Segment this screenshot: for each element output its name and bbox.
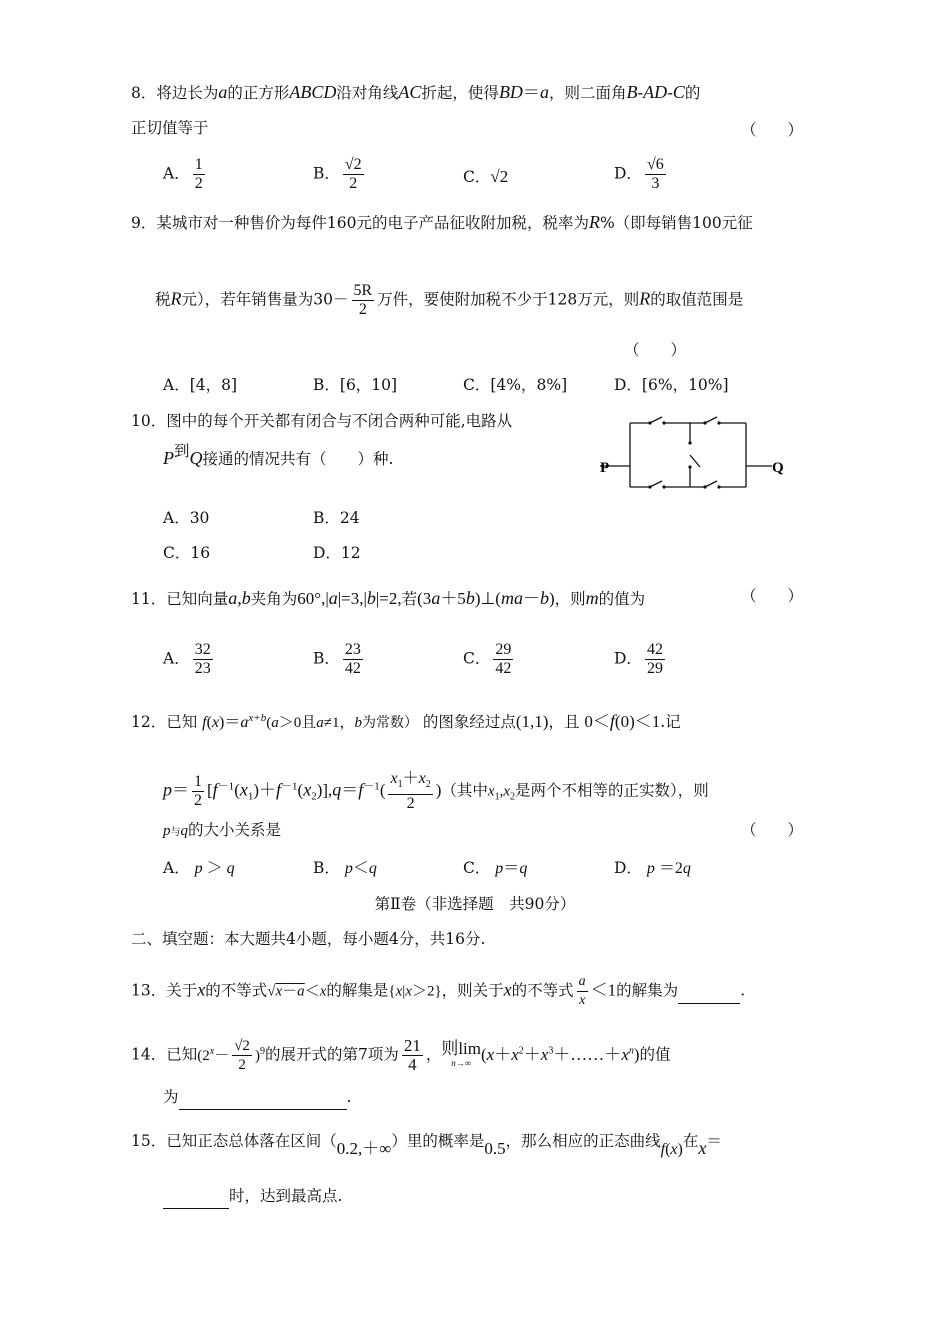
circuit-label-q: Q bbox=[772, 460, 784, 476]
q8-stem-line2: 正切值等于 bbox=[131, 119, 209, 137]
q12-option-a: A． p ＞ q bbox=[163, 859, 235, 877]
q13-stem: 13．关于x的不等式√x－a＜x的解集是{x|x＞2}，则关于x的不等式 $\frac{a}{x}$ ＜1的解集为 . bbox=[131, 974, 746, 1008]
q10-option-b: B．24 bbox=[313, 509, 360, 527]
q8-option-d: D． $\frac{√6}{3}$ bbox=[614, 156, 664, 192]
q11-option-c: C． $\frac{29}{42}$ bbox=[463, 641, 512, 677]
q14-stem-line2: 为 . bbox=[163, 1085, 351, 1110]
q12-stem-line2: p＝ $\frac{1}{2}$ $[f^{-1}(x_1)+f^{-1}(x_2)],q=f^{-1}$( $\frac{x_1+x_2}{2}$ )（其中$x_1,x_2$是两个不相等的正实数），则 bbox=[163, 770, 709, 813]
q12-option-d: D． p ＝2q bbox=[614, 859, 691, 877]
q9-option-d: D．[6%，10%] bbox=[614, 376, 729, 394]
circuit-label-p: P bbox=[600, 460, 610, 476]
q14-stem-line1: 14．已知($2^x-$ $\frac{√2}{2}$ )$^9$的展开式的第7项为 $\frac{21}{4}$ ， 则lim n→∞ $(x+x^2+x^3+\dots\dots+x^n)$的值 bbox=[131, 1036, 671, 1074]
q11-option-a: A． $\frac{32}{23}$ bbox=[163, 641, 211, 677]
circuit-diagram bbox=[600, 405, 800, 505]
q8-option-c: C．√2 bbox=[463, 167, 509, 186]
section2-title: 第Ⅱ卷（非选择题 共90分） bbox=[374, 895, 576, 913]
q12-stem-line3: p与q的大小关系是 bbox=[163, 821, 282, 839]
q15-stem-line1: 15．已知正态总体落在区间（0.2,＋∞）里的概率是0.5，那么相应的正态曲线f(x)在x＝ bbox=[131, 1132, 722, 1158]
q10-stem-line1: 10．图中的每个开关都有闭合与不闭合两种可能,电路从 bbox=[131, 412, 513, 430]
q10-stem-line2: P到Q接通的情况共有（ ）种. bbox=[163, 442, 394, 468]
q9-option-a: A．[4，8] bbox=[163, 376, 238, 394]
q8-answer-paren: （ ） bbox=[741, 121, 804, 139]
q10-option-d: D．12 bbox=[313, 544, 361, 562]
q9-option-b: B．[6，10] bbox=[313, 376, 398, 394]
q9-stem-line1: 9．某城市对一种售价为每件160元的电子产品征收附加税，税率为R%（即每销售100元征 bbox=[131, 212, 753, 232]
q10-option-a: A．30 bbox=[163, 509, 210, 527]
q8-option-a: A． $\frac{1}{2}$ bbox=[163, 156, 203, 192]
section2-heading: 二、填空题：本大题共4小题，每小题4分，共16分. bbox=[131, 930, 486, 948]
q9-stem-line2: 税R元），若年销售量为30－ $\frac{5R}{2}$ 万件，要使附加税不少于128万元，则R的取值范围是 bbox=[155, 282, 744, 318]
q8-option-b: B． $\frac{√2}{2}$ bbox=[313, 156, 362, 192]
q9-option-c: C．[4%，8%] bbox=[463, 376, 568, 394]
q11-option-d: D． $\frac{42}{29}$ bbox=[614, 641, 663, 677]
q12-stem-line1: 12．已知 $f(x)=a^{x+b}(a>0$且a≠1，b为常数） 的图象经过点(1,1)，且 0＜f(0)＜1.记 bbox=[131, 711, 681, 732]
q15-stem-line2: 时，达到最高点. bbox=[163, 1184, 342, 1209]
q12-option-c: C． p＝q bbox=[463, 859, 528, 877]
q9-answer-paren: （ ） bbox=[624, 341, 687, 359]
q8-stem-line1: 8．将边长为a的正方形ABCD沿对角线AC折起，使得BD＝a，则二面角B-AD-C的 bbox=[131, 82, 701, 102]
q11-option-b: B． $\frac{23}{42}$ bbox=[313, 641, 361, 677]
q11-answer-paren: （ ） bbox=[741, 587, 804, 605]
q12-option-b: B． p＜q bbox=[313, 859, 377, 877]
q12-answer-paren: （ ） bbox=[741, 821, 804, 839]
q10-option-c: C．16 bbox=[163, 544, 211, 562]
q11-stem: 11．已知向量a,b夹角为60°,|a|=3,|b|=2,若(3a＋5b)⊥(ma－b)，则m的值为 bbox=[131, 588, 646, 608]
